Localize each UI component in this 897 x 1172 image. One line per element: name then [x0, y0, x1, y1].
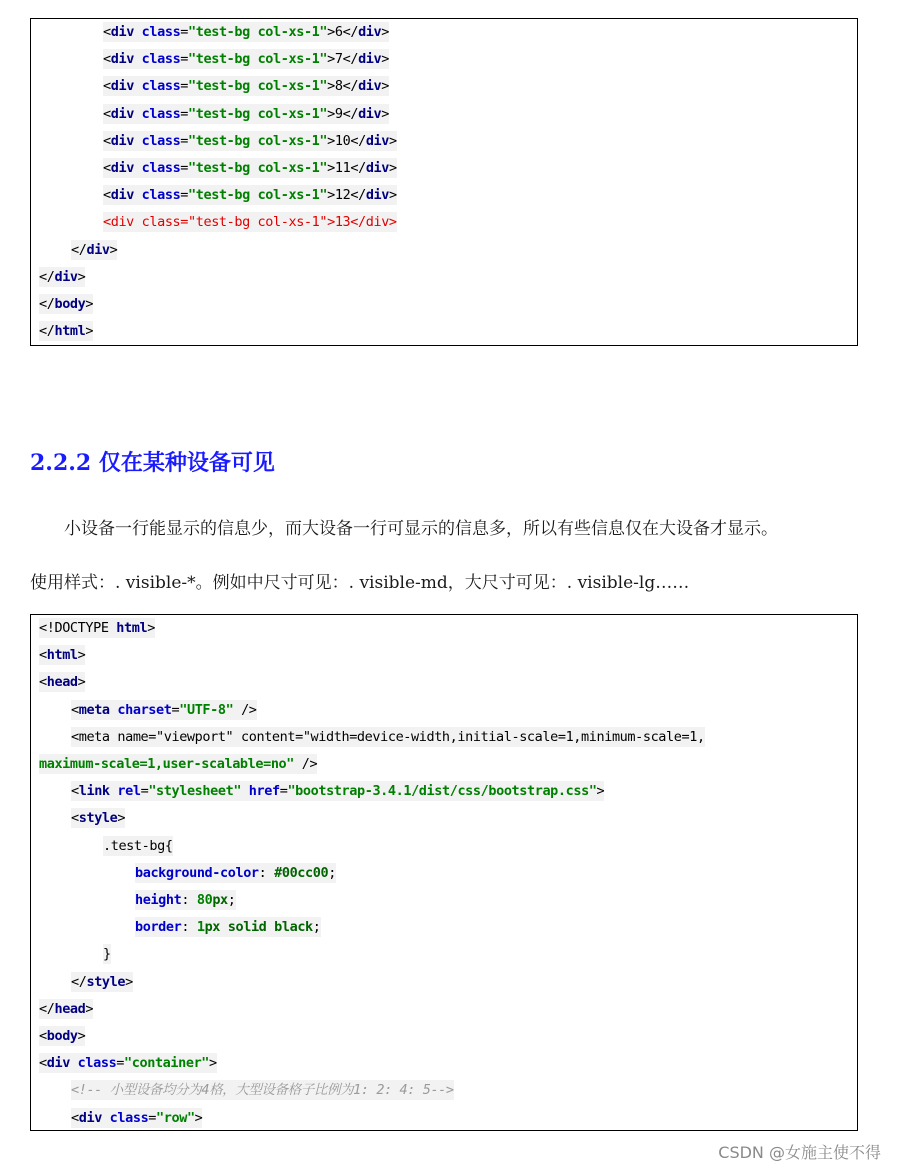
code-line: }: [103, 946, 111, 963]
code-block-1: [30, 18, 858, 346]
code-line: </html>: [39, 323, 94, 340]
code-line: <div class="row">: [71, 1109, 203, 1126]
code-line: <link rel="stylesheet" href="bootstrap-3.4.1/dist/css/bootstrap.css">: [71, 783, 605, 800]
watermark: CSDN @女施主使不得: [718, 1143, 881, 1162]
paragraph-usage: 使用样式：. visible-*。例如中尺寸可见：. visible-md，大尺寸可见：. visible-lg……: [30, 573, 690, 593]
code-line: <div class="test-bg col-xs-1">8</div>: [103, 78, 389, 95]
code-line: .test-bg{: [103, 837, 173, 854]
code-line: <div class="test-bg col-xs-1">7</div>: [103, 51, 389, 68]
code-line: </head>: [39, 1000, 94, 1017]
code-line: <div class="test-bg col-xs-1">6</div>: [103, 24, 389, 40]
code-line: <div class="test-bg col-xs-1">12</div>: [103, 187, 397, 204]
code-line: </style>: [71, 973, 133, 990]
code-line: height: 80px;: [135, 892, 236, 908]
code-line: <meta charset="UTF-8" />: [71, 701, 257, 718]
code-line: <div class="test-bg col-xs-1">10</div>: [103, 132, 397, 149]
code-line: <div class="test-bg col-xs-1">9</div>: [103, 105, 389, 122]
paragraph-intro: 小设备一行能显示的信息少，而大设备一行可显示的信息多，所以有些信息仅在大设备才显示。: [64, 519, 778, 539]
code-line: <div class="test-bg col-xs-1">11</div>: [103, 160, 397, 176]
code-line: <html>: [39, 647, 86, 664]
code-line: <body>: [39, 1028, 86, 1044]
code-line: <!DOCTYPE html>: [39, 620, 155, 636]
code-line: <style>: [71, 810, 126, 827]
code-line: border: 1px solid black;: [135, 919, 321, 936]
code-line: </div>: [71, 241, 118, 258]
code-block-2: [30, 614, 858, 1131]
section-heading: 2.2.2 仅在某种设备可见: [30, 450, 275, 476]
code-line: </body>: [39, 296, 94, 312]
code-line: maximum-scale=1,user-scalable=no" />: [39, 756, 318, 772]
code-line: <!-- 小型设备均分为4格，大型设备格子比例为1: 2: 4: 5-->: [71, 1082, 454, 1099]
code-line: <head>: [39, 674, 86, 691]
code-line: background-color: #00cc00;: [135, 864, 336, 881]
code-line: <meta name="viewport" content="width=device-width,initial-scale=1,minimum-scale=1,: [71, 728, 705, 745]
code-line: <div class="container">: [39, 1055, 217, 1072]
code-line: <div class="test-bg col-xs-1">13</div>: [103, 214, 397, 231]
code-line: </div>: [39, 268, 86, 285]
